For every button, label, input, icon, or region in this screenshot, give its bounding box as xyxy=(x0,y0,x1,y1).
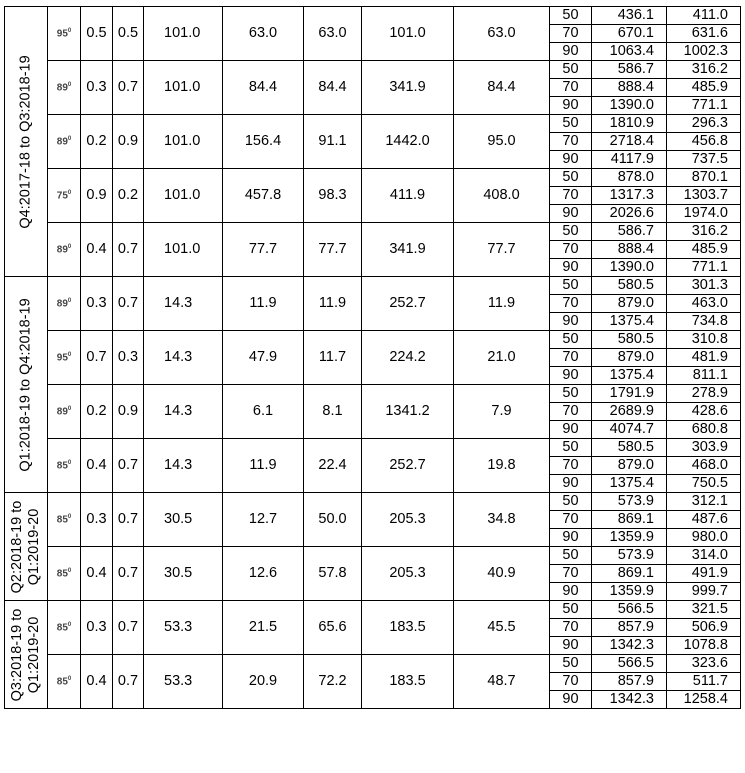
value-col-4: 1442.0 xyxy=(362,115,454,169)
param-a-cell: 0.3 xyxy=(81,61,113,115)
horizon-cell: 90 xyxy=(550,43,592,61)
sub-value-1: 879.0 xyxy=(592,349,667,367)
horizon-cell: 50 xyxy=(550,601,592,619)
horizon-cell: 90 xyxy=(550,583,592,601)
horizon-cell: 90 xyxy=(550,313,592,331)
period-line: Q1:2019-20 xyxy=(26,508,42,585)
value-col-2: 21.5 xyxy=(223,601,304,655)
confidence-value: 85 xyxy=(56,676,68,688)
value-col-4: 341.9 xyxy=(362,223,454,277)
value-col-4: 1341.2 xyxy=(362,385,454,439)
value-col-5: 63.0 xyxy=(454,7,550,61)
value-col-2: 6.1 xyxy=(223,385,304,439)
sub-value-1: 1810.9 xyxy=(592,115,667,133)
sub-value-2: 411.0 xyxy=(667,7,741,25)
horizon-cell: 90 xyxy=(550,475,592,493)
value-col-5: 48.7 xyxy=(454,655,550,709)
value-col-2: 12.6 xyxy=(223,547,304,601)
period-line: Q3:2018-19 to xyxy=(9,608,25,701)
sub-value-1: 879.0 xyxy=(592,295,667,313)
value-col-2: 12.7 xyxy=(223,493,304,547)
confidence-superscript: 0 xyxy=(67,189,72,196)
confidence-cell xyxy=(48,7,81,61)
confidence-value: 85 xyxy=(56,514,68,526)
sub-value-1: 869.1 xyxy=(592,511,667,529)
horizon-cell: 50 xyxy=(550,169,592,187)
sub-value-2: 296.3 xyxy=(667,115,741,133)
value-col-1: 14.3 xyxy=(144,277,223,331)
sub-value-1: 2718.4 xyxy=(592,133,667,151)
horizon-cell: 90 xyxy=(550,637,592,655)
sub-value-2: 811.1 xyxy=(667,367,741,385)
horizon-cell: 50 xyxy=(550,277,592,295)
horizon-cell: 50 xyxy=(550,385,592,403)
value-col-1: 101.0 xyxy=(144,223,223,277)
sub-value-1: 580.5 xyxy=(592,277,667,295)
value-col-1: 101.0 xyxy=(144,115,223,169)
sub-value-2: 1002.3 xyxy=(667,43,741,61)
horizon-cell: 90 xyxy=(550,151,592,169)
confidence-cell xyxy=(48,223,81,277)
value-col-3: 91.1 xyxy=(304,115,362,169)
confidence-cell xyxy=(48,655,81,709)
sub-value-2: 1078.8 xyxy=(667,637,741,655)
period-line: Q1:2018-19 to Q4:2018-19 xyxy=(17,297,34,472)
sub-value-2: 737.5 xyxy=(667,151,741,169)
value-col-4: 183.5 xyxy=(362,601,454,655)
param-a-cell: 0.5 xyxy=(81,7,113,61)
value-col-5: 21.0 xyxy=(454,331,550,385)
sub-value-2: 323.6 xyxy=(667,655,741,673)
sub-value-1: 573.9 xyxy=(592,493,667,511)
sub-value-2: 980.0 xyxy=(667,529,741,547)
sub-value-1: 1375.4 xyxy=(592,367,667,385)
value-col-1: 101.0 xyxy=(144,61,223,115)
sub-value-1: 857.9 xyxy=(592,619,667,637)
sub-value-2: 487.6 xyxy=(667,511,741,529)
value-col-2: 77.7 xyxy=(223,223,304,277)
confidence-superscript: 0 xyxy=(67,567,72,574)
value-col-1: 30.5 xyxy=(144,493,223,547)
horizon-cell: 50 xyxy=(550,439,592,457)
sub-value-2: 680.8 xyxy=(667,421,741,439)
confidence-cell xyxy=(48,115,81,169)
value-col-2: 11.9 xyxy=(223,439,304,493)
value-col-4: 252.7 xyxy=(362,439,454,493)
table-body xyxy=(5,7,741,709)
value-col-3: 11.9 xyxy=(304,277,362,331)
sub-value-2: 999.7 xyxy=(667,583,741,601)
confidence-superscript: 0 xyxy=(67,351,72,358)
confidence-value: 85 xyxy=(56,460,68,472)
sub-value-1: 2026.6 xyxy=(592,205,667,223)
horizon-cell: 90 xyxy=(550,529,592,547)
param-a-cell: 0.4 xyxy=(81,655,113,709)
confidence-cell xyxy=(48,493,81,547)
value-col-1: 30.5 xyxy=(144,547,223,601)
horizon-cell: 70 xyxy=(550,133,592,151)
table-row xyxy=(5,439,741,457)
sub-value-1: 888.4 xyxy=(592,241,667,259)
horizon-cell: 50 xyxy=(550,493,592,511)
horizon-cell: 50 xyxy=(550,7,592,25)
period-line: Q4:2017-18 to Q3:2018-19 xyxy=(17,54,34,229)
sub-value-1: 888.4 xyxy=(592,79,667,97)
confidence-superscript: 0 xyxy=(67,675,72,682)
confidence-value: 85 xyxy=(56,568,68,580)
sub-value-1: 869.1 xyxy=(592,565,667,583)
value-col-1: 53.3 xyxy=(144,601,223,655)
period-text xyxy=(18,298,35,471)
sub-value-2: 771.1 xyxy=(667,97,741,115)
value-col-4: 341.9 xyxy=(362,61,454,115)
value-col-5: 95.0 xyxy=(454,115,550,169)
sub-value-2: 506.9 xyxy=(667,619,741,637)
horizon-cell: 70 xyxy=(550,403,592,421)
param-a-cell: 0.3 xyxy=(81,601,113,655)
sub-value-1: 879.0 xyxy=(592,457,667,475)
sub-value-1: 580.5 xyxy=(592,331,667,349)
value-col-5: 11.9 xyxy=(454,277,550,331)
horizon-cell: 70 xyxy=(550,349,592,367)
param-a-cell: 0.9 xyxy=(81,169,113,223)
sub-value-1: 566.5 xyxy=(592,655,667,673)
confidence-cell xyxy=(48,439,81,493)
param-b-cell: 0.2 xyxy=(113,169,144,223)
horizon-cell: 90 xyxy=(550,259,592,277)
param-a-cell: 0.3 xyxy=(81,277,113,331)
param-b-cell: 0.7 xyxy=(113,655,144,709)
param-a-cell: 0.4 xyxy=(81,439,113,493)
table-row xyxy=(5,547,741,565)
sub-value-2: 301.3 xyxy=(667,277,741,295)
value-col-3: 11.7 xyxy=(304,331,362,385)
confidence-value: 95 xyxy=(56,28,68,40)
value-col-3: 22.4 xyxy=(304,439,362,493)
param-b-cell: 0.7 xyxy=(113,547,144,601)
sub-value-2: 463.0 xyxy=(667,295,741,313)
sub-value-1: 878.0 xyxy=(592,169,667,187)
sub-value-1: 586.7 xyxy=(592,223,667,241)
sub-value-2: 491.9 xyxy=(667,565,741,583)
sub-value-2: 468.0 xyxy=(667,457,741,475)
horizon-cell: 70 xyxy=(550,457,592,475)
table-row xyxy=(5,385,741,403)
value-col-3: 63.0 xyxy=(304,7,362,61)
confidence-value: 89 xyxy=(56,136,68,148)
sub-value-2: 750.5 xyxy=(667,475,741,493)
table-row xyxy=(5,331,741,349)
horizon-cell: 50 xyxy=(550,331,592,349)
sub-value-2: 321.5 xyxy=(667,601,741,619)
horizon-cell: 70 xyxy=(550,79,592,97)
value-col-1: 101.0 xyxy=(144,169,223,223)
sub-value-2: 1974.0 xyxy=(667,205,741,223)
param-b-cell: 0.7 xyxy=(113,601,144,655)
sub-value-2: 316.2 xyxy=(667,223,741,241)
table-row xyxy=(5,601,741,619)
confidence-cell xyxy=(48,277,81,331)
horizon-cell: 70 xyxy=(550,295,592,313)
table-row xyxy=(5,493,741,511)
sub-value-2: 734.8 xyxy=(667,313,741,331)
value-col-5: 84.4 xyxy=(454,61,550,115)
value-col-2: 47.9 xyxy=(223,331,304,385)
value-col-4: 252.7 xyxy=(362,277,454,331)
confidence-value: 89 xyxy=(56,298,68,310)
sub-value-1: 586.7 xyxy=(592,61,667,79)
value-col-2: 11.9 xyxy=(223,277,304,331)
value-col-3: 57.8 xyxy=(304,547,362,601)
sub-value-2: 1258.4 xyxy=(667,691,741,709)
value-col-4: 205.3 xyxy=(362,493,454,547)
horizon-cell: 90 xyxy=(550,205,592,223)
sub-value-1: 573.9 xyxy=(592,547,667,565)
horizon-cell: 50 xyxy=(550,547,592,565)
period-label xyxy=(5,601,48,709)
confidence-cell xyxy=(48,385,81,439)
sub-value-2: 303.9 xyxy=(667,439,741,457)
period-text xyxy=(18,55,35,228)
sub-value-2: 278.9 xyxy=(667,385,741,403)
confidence-value: 85 xyxy=(56,622,68,634)
confidence-superscript: 0 xyxy=(67,297,72,304)
confidence-value: 95 xyxy=(56,352,68,364)
value-col-3: 77.7 xyxy=(304,223,362,277)
horizon-cell: 70 xyxy=(550,511,592,529)
sub-value-1: 1390.0 xyxy=(592,97,667,115)
confidence-cell xyxy=(48,601,81,655)
horizon-cell: 70 xyxy=(550,565,592,583)
horizon-cell: 90 xyxy=(550,97,592,115)
period-label xyxy=(5,7,48,277)
value-col-5: 34.8 xyxy=(454,493,550,547)
value-col-1: 14.3 xyxy=(144,439,223,493)
value-col-4: 183.5 xyxy=(362,655,454,709)
value-col-5: 45.5 xyxy=(454,601,550,655)
value-col-5: 77.7 xyxy=(454,223,550,277)
value-col-4: 224.2 xyxy=(362,331,454,385)
table-row xyxy=(5,169,741,187)
confidence-superscript: 0 xyxy=(67,513,72,520)
confidence-value: 89 xyxy=(56,406,68,418)
confidence-superscript: 0 xyxy=(67,243,72,250)
value-col-5: 19.8 xyxy=(454,439,550,493)
sub-value-2: 771.1 xyxy=(667,259,741,277)
sub-value-1: 1375.4 xyxy=(592,313,667,331)
table-row xyxy=(5,277,741,295)
sub-value-2: 511.7 xyxy=(667,673,741,691)
sub-value-2: 485.9 xyxy=(667,79,741,97)
period-label xyxy=(5,277,48,493)
confidence-value: 89 xyxy=(56,244,68,256)
sub-value-2: 631.6 xyxy=(667,25,741,43)
confidence-superscript: 0 xyxy=(67,621,72,628)
sub-value-1: 857.9 xyxy=(592,673,667,691)
horizon-cell: 90 xyxy=(550,421,592,439)
horizon-cell: 50 xyxy=(550,223,592,241)
sub-value-1: 1375.4 xyxy=(592,475,667,493)
confidence-superscript: 0 xyxy=(67,27,72,34)
value-col-2: 20.9 xyxy=(223,655,304,709)
value-col-2: 156.4 xyxy=(223,115,304,169)
sub-value-2: 1303.7 xyxy=(667,187,741,205)
value-col-1: 101.0 xyxy=(144,7,223,61)
param-b-cell: 0.5 xyxy=(113,7,144,61)
value-col-3: 72.2 xyxy=(304,655,362,709)
value-col-3: 84.4 xyxy=(304,61,362,115)
sub-value-1: 580.5 xyxy=(592,439,667,457)
horizon-cell: 90 xyxy=(550,367,592,385)
confidence-superscript: 0 xyxy=(67,135,72,142)
horizon-cell: 50 xyxy=(550,115,592,133)
sub-value-2: 312.1 xyxy=(667,493,741,511)
horizon-cell: 70 xyxy=(550,187,592,205)
confidence-superscript: 0 xyxy=(67,459,72,466)
value-col-3: 8.1 xyxy=(304,385,362,439)
value-col-4: 411.9 xyxy=(362,169,454,223)
sub-value-2: 870.1 xyxy=(667,169,741,187)
value-col-4: 205.3 xyxy=(362,547,454,601)
table-row xyxy=(5,655,741,673)
param-b-cell: 0.3 xyxy=(113,331,144,385)
param-a-cell: 0.4 xyxy=(81,223,113,277)
sub-value-1: 436.1 xyxy=(592,7,667,25)
confidence-cell xyxy=(48,331,81,385)
value-col-5: 7.9 xyxy=(454,385,550,439)
sub-value-1: 4117.9 xyxy=(592,151,667,169)
table-row xyxy=(5,7,741,25)
period-text xyxy=(9,500,43,593)
horizon-cell: 70 xyxy=(550,241,592,259)
confidence-cell xyxy=(48,169,81,223)
value-col-3: 50.0 xyxy=(304,493,362,547)
param-a-cell: 0.4 xyxy=(81,547,113,601)
sub-value-2: 314.0 xyxy=(667,547,741,565)
confidence-superscript: 0 xyxy=(67,405,72,412)
sub-value-2: 316.2 xyxy=(667,61,741,79)
sub-value-2: 310.8 xyxy=(667,331,741,349)
sub-value-1: 1359.9 xyxy=(592,529,667,547)
sub-value-1: 1359.9 xyxy=(592,583,667,601)
table-row xyxy=(5,223,741,241)
sub-value-1: 1791.9 xyxy=(592,385,667,403)
confidence-superscript: 0 xyxy=(67,81,72,88)
sub-value-1: 566.5 xyxy=(592,601,667,619)
param-b-cell: 0.9 xyxy=(113,385,144,439)
value-col-1: 14.3 xyxy=(144,385,223,439)
value-col-1: 53.3 xyxy=(144,655,223,709)
confidence-cell xyxy=(48,547,81,601)
sub-value-2: 428.6 xyxy=(667,403,741,421)
sub-value-2: 481.9 xyxy=(667,349,741,367)
period-line: Q2:2018-19 to xyxy=(9,500,25,593)
sub-value-1: 1342.3 xyxy=(592,637,667,655)
sub-value-1: 1342.3 xyxy=(592,691,667,709)
horizon-cell: 90 xyxy=(550,691,592,709)
horizon-cell: 70 xyxy=(550,673,592,691)
param-a-cell: 0.2 xyxy=(81,385,113,439)
horizon-cell: 70 xyxy=(550,25,592,43)
param-b-cell: 0.7 xyxy=(113,493,144,547)
table-row xyxy=(5,115,741,133)
value-col-3: 98.3 xyxy=(304,169,362,223)
horizon-cell: 50 xyxy=(550,655,592,673)
sub-value-2: 485.9 xyxy=(667,241,741,259)
param-b-cell: 0.7 xyxy=(113,277,144,331)
value-col-2: 63.0 xyxy=(223,7,304,61)
confidence-value: 89 xyxy=(56,82,68,94)
sub-value-1: 2689.9 xyxy=(592,403,667,421)
confidence-cell xyxy=(48,61,81,115)
forecast-table xyxy=(4,6,741,709)
confidence-value: 75 xyxy=(56,190,68,202)
value-col-3: 65.6 xyxy=(304,601,362,655)
period-text xyxy=(9,608,43,701)
value-col-5: 408.0 xyxy=(454,169,550,223)
value-col-2: 84.4 xyxy=(223,61,304,115)
table-row xyxy=(5,61,741,79)
horizon-cell: 50 xyxy=(550,61,592,79)
value-col-2: 457.8 xyxy=(223,169,304,223)
value-col-5: 40.9 xyxy=(454,547,550,601)
sub-value-1: 1317.3 xyxy=(592,187,667,205)
period-label xyxy=(5,493,48,601)
sub-value-1: 1390.0 xyxy=(592,259,667,277)
value-col-1: 14.3 xyxy=(144,331,223,385)
param-a-cell: 0.7 xyxy=(81,331,113,385)
sub-value-1: 670.1 xyxy=(592,25,667,43)
param-a-cell: 0.2 xyxy=(81,115,113,169)
param-b-cell: 0.9 xyxy=(113,115,144,169)
param-b-cell: 0.7 xyxy=(113,61,144,115)
param-b-cell: 0.7 xyxy=(113,223,144,277)
param-a-cell: 0.3 xyxy=(81,493,113,547)
sub-value-2: 456.8 xyxy=(667,133,741,151)
horizon-cell: 70 xyxy=(550,619,592,637)
sub-value-1: 4074.7 xyxy=(592,421,667,439)
param-b-cell: 0.7 xyxy=(113,439,144,493)
sub-value-1: 1063.4 xyxy=(592,43,667,61)
value-col-4: 101.0 xyxy=(362,7,454,61)
period-line: Q1:2019-20 xyxy=(26,616,42,693)
